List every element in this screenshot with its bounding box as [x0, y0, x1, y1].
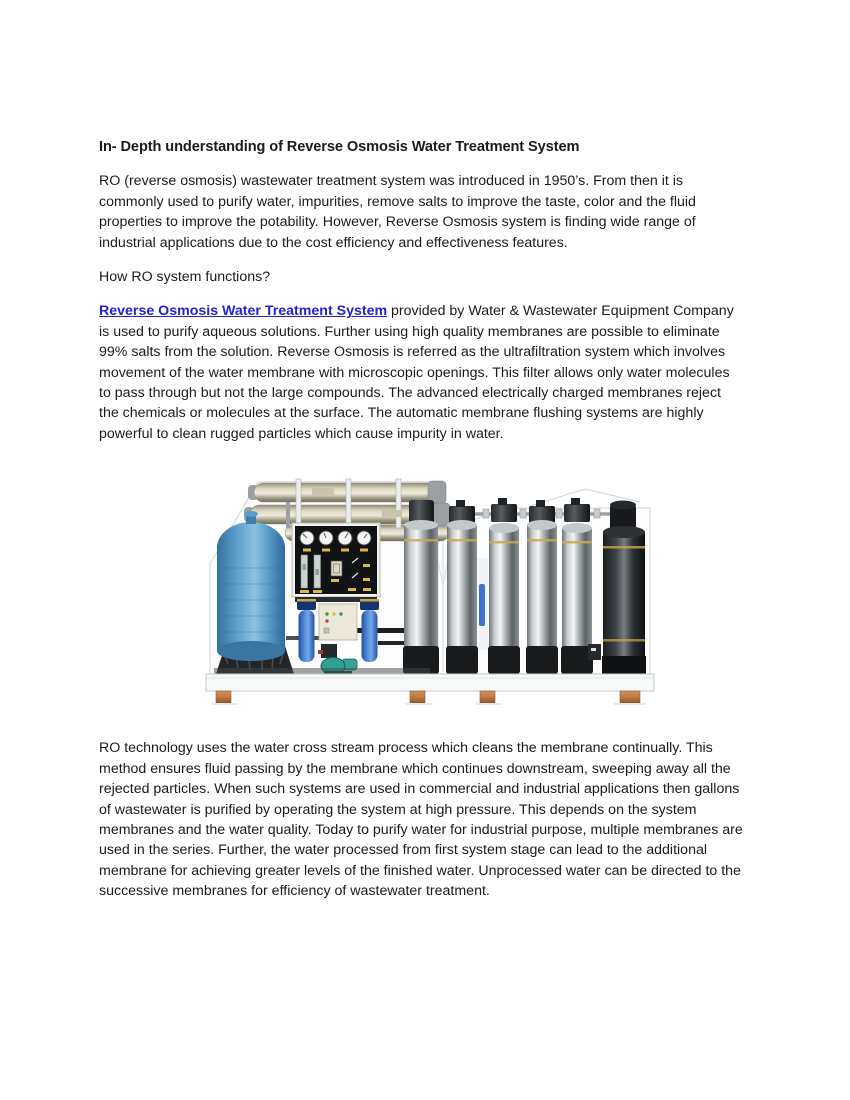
ro-system-image — [200, 468, 663, 706]
paragraph-intro: RO (reverse osmosis) wastewater treatment system was introduced in 1950’s. From then it is commonly used to purify water, impurities, remove salts to improve the taste, color and the fluid properties to improve the potability. However, Reverse Osmosis system is finding wide range of industrial applications due to the cost efficiency and effectiveness features. — [99, 173, 696, 251]
page-title: In- Depth understanding of Reverse Osmosis Water Treatment System — [99, 139, 580, 155]
base-frame — [206, 668, 654, 705]
paragraph-link-rest: provided by Water & Wastewater Equipment Company is used to purify aqueous solutions. Further using high quality membranes are possible to eliminate 99% salts from the solution. Reverse Osmosis is referred as the ultrafiltration system which involves movement of the water membrane with microscopic openings. This filter allows only water molecules to pass through but not the large compounds. The advanced electrically charged membranes reject the chemicals or molecules at the surface. The automatic membrane flushing systems are highly powerful to clean rugged particles which cause impurity in water. — [99, 303, 734, 442]
gauge-control-panel — [292, 523, 380, 597]
ro-system-link[interactable]: Reverse Osmosis Water Treatment System — [99, 303, 388, 320]
paragraph-question: How RO system functions? — [99, 269, 271, 286]
copper-feet — [216, 691, 640, 703]
paragraph-with-link — [99, 301, 743, 444]
paragraph-technology: RO technology uses the water cross stream process which cleans the membrane continually. This method ensures fluid passing by the membrane which continues downstream, sweeping away all the rejected particles. When such systems are used in commercial and industrial applications then gallons of wastewater is purified by operating the system at high pressure. This depends on the system membranes and the water quality. Today to purify water for industrial purpose, multiple membranes are used in the series. Further, the water processed from first system stage can lead to the additional membrane for achieving greater levels of the finished water. Unprocessed water can be directed to the successive membranes for efficiency of wastewater treatment. — [99, 740, 743, 900]
ro-system-illustration — [200, 468, 663, 706]
control-box — [319, 604, 357, 640]
document-content — [99, 137, 743, 916]
